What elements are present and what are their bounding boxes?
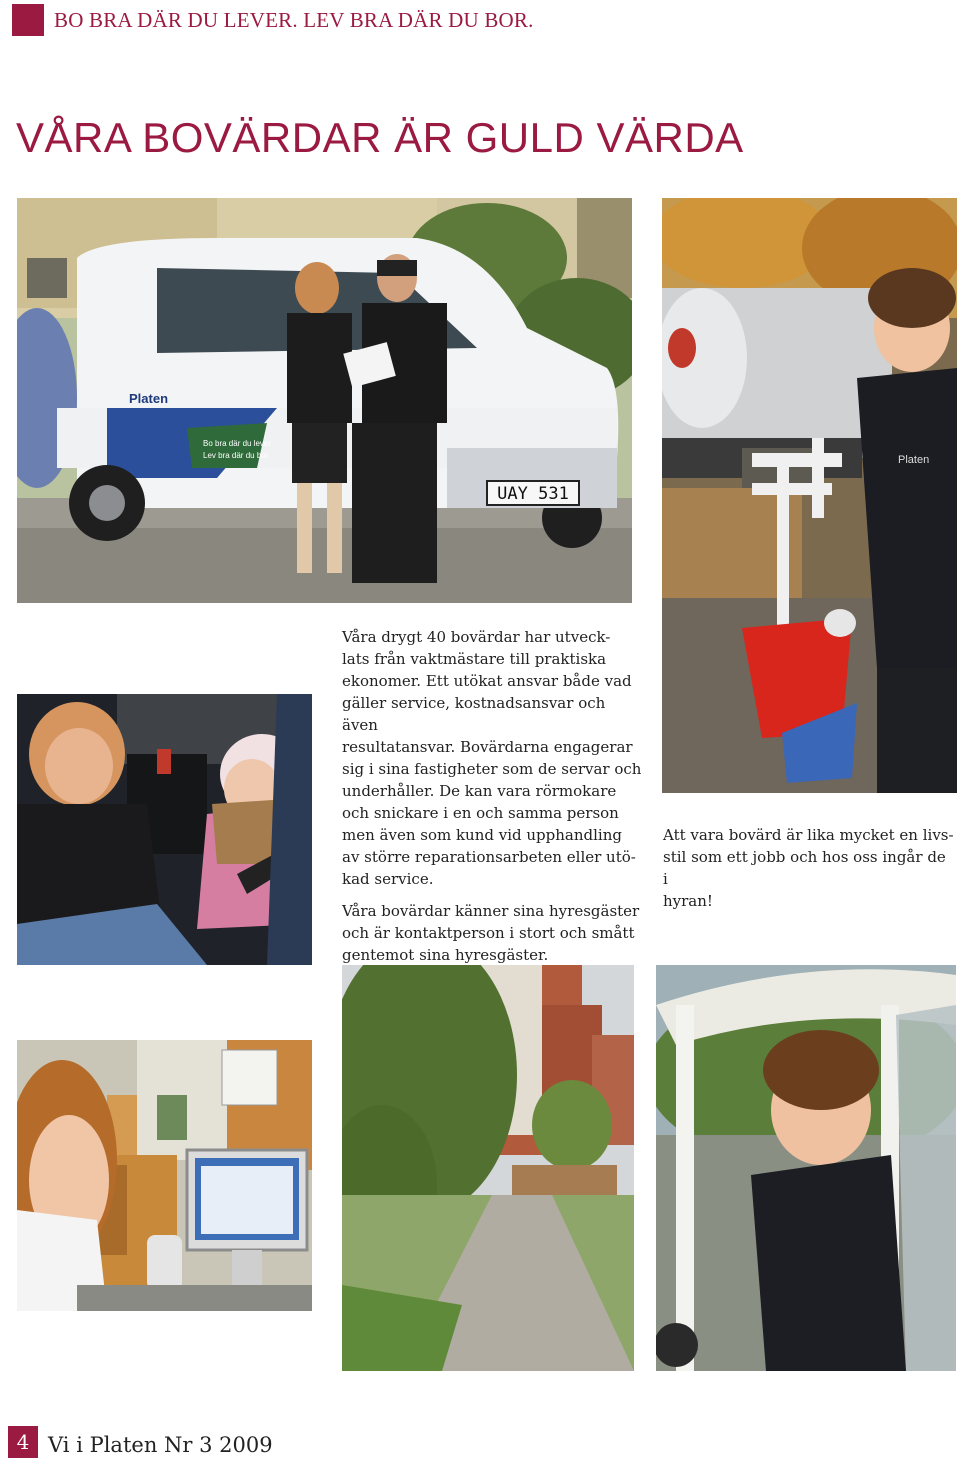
body-paragraph-1: Våra drygt 40 bovärdar har utveck- lats från vaktmästare till praktiska ekonomer. Ett utökat ansvar både vad gäller service, kostnadsansvar och även resultatansvar. Bovärdarna engagerar sig i sina fastigheter som de servar och underhåller. De kan vara rörmokare och snickare i en och samma person men även som kund vid upphandling av större reparationsarbeten eller utö- kad service. (342, 628, 642, 888)
van-door-text-1: Bo bra där du lever. (203, 439, 273, 448)
van-door-text-2: Lev bra där du bor. (203, 451, 271, 460)
page-number: 4 (16, 1430, 30, 1454)
photo-cart-driver (656, 965, 956, 1371)
van-license-plate: UAY 531 (497, 484, 569, 504)
right-caption-text (663, 824, 955, 922)
body-text-column (342, 626, 642, 976)
photo-van-workers (17, 198, 632, 603)
photo-office-computer (17, 1040, 312, 1311)
header-tagline: BO BRA DÄR DU LEVER. LEV BRA DÄR DU BOR. (54, 8, 534, 32)
magazine-title: Vi i Platen Nr 3 2009 (48, 1433, 273, 1457)
photo-residential-street (342, 965, 634, 1371)
body-paragraph-2: Våra bovärdar känner sina hyresgäster och är kontaktperson i stort och smått gentemot sina hyresgäster. (342, 902, 640, 964)
header-accent-square (12, 4, 44, 36)
page-headline: VÅRA BOVÄRDAR ÄR GULD VÄRDA (16, 114, 744, 161)
right-paragraph: Att vara bovärd är lika mycket en livs- stil som ett jobb och hos oss ingår de i hyran! (663, 826, 954, 910)
photo-car-child (17, 694, 312, 965)
jacket-logo: Platen (898, 454, 930, 466)
van-brand: Platen (129, 391, 169, 406)
photo-worker-pipes (662, 198, 957, 793)
